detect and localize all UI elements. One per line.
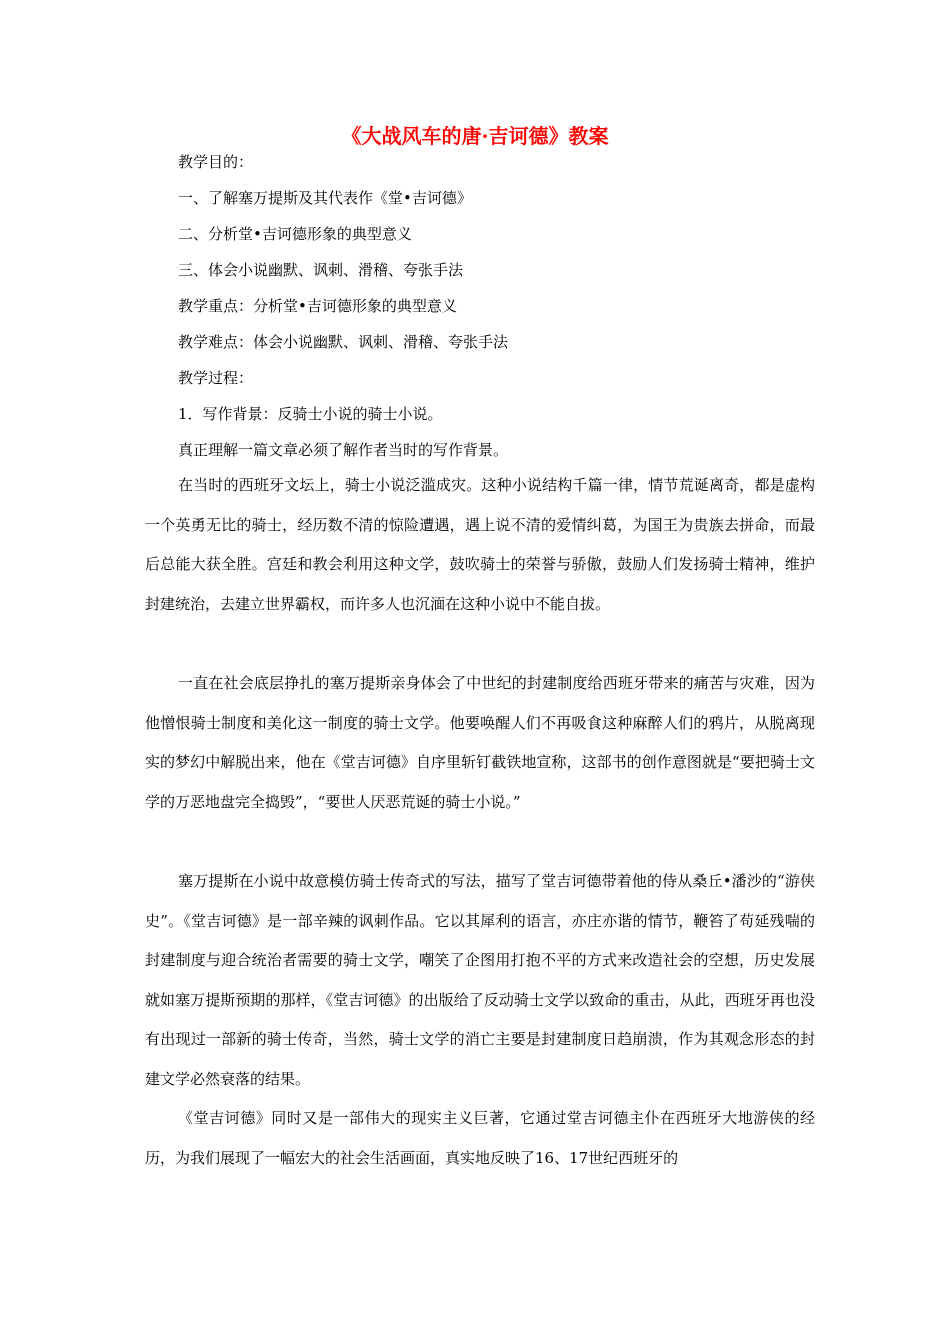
key-point: 教学重点：分析堂•吉诃德形象的典型意义 bbox=[178, 297, 457, 315]
paragraph-satire: 塞万提斯在小说中故意模仿骑士传奇式的写法，描写了堂吉诃德带着他的侍从桑丘•潘沙的“游侠史”。《堂吉诃德》是一部辛辣的讽刺作品。它以其犀利的语言，亦庄亦谐的情节，鞭笞了苟延残喘的封建制度与迎合统治者需要的骑士文学，嘲笑了企图用打抱不平的方式来改造社会的空想，历史发展就如塞万提斯预期的那样，《堂吉诃德》的出版给了反动骑士文学以致命的重击，从此，西班牙再也没有出现过一部新的骑士传奇，当然，骑士文学的消亡主要是封建制度日趋崩溃，作为其观念形态的封建文学必然衰落的结果。 bbox=[145, 872, 815, 1088]
objective-3: 三、体会小说幽默、讽刺、滑稽、夸张手法 bbox=[178, 261, 464, 279]
process-heading: 教学过程： bbox=[178, 369, 254, 387]
paragraph-cervantes: 一直在社会底层挣扎的塞万提斯亲身体会了中世纪的封建制度给西班牙带来的痛苦与灾难，因为他憎恨骑士制度和美化这一制度的骑士文学。他要唤醒人们不再吸食这种麻醉人们的鸦片，从脱离现实的梦幻中解脱出来，他在《堂吉诃德》自序里斩钉截铁地宣称，这部书的创作意图就是“要把骑士文学的万恶地盘完全捣毁”，“要世人厌恶荒诞的骑士小说。” bbox=[145, 674, 815, 811]
objective-2: 二、分析堂•吉诃德形象的典型意义 bbox=[178, 225, 412, 243]
section-1-intro: 真正理解一篇文章必须了解作者当时的写作背景。 bbox=[178, 441, 509, 459]
paragraph-realism: 《堂吉诃德》同时又是一部伟大的现实主义巨著，它通过堂吉诃德主仆在西班牙大地游侠的经历，为我们展现了一幅宏大的社会生活画面，真实地反映了16、17世纪西班牙的 bbox=[145, 1109, 815, 1167]
paragraph-background: 在当时的西班牙文坛上，骑士小说泛滥成灾。这种小说结构千篇一律，情节荒诞离奇，都是虚构一个英勇无比的骑士，经历数不清的惊险遭遇，遇上说不清的爱情纠葛，为国王为贵族去拼命，而最后总能大获全胜。宫廷和教会利用这种文学，鼓吹骑士的荣誉与骄傲，鼓励人们发扬骑士精神，维护封建统治，去建立世界霸权，而许多人也沉湎在这种小说中不能自拔。 bbox=[145, 476, 815, 613]
objectives-heading: 教学目的： bbox=[178, 153, 254, 171]
objective-1: 一、了解塞万提斯及其代表作《堂•吉诃德》 bbox=[178, 189, 472, 207]
difficult-point: 教学难点：体会小说幽默、讽刺、滑稽、夸张手法 bbox=[178, 333, 509, 351]
section-1-heading: 1．写作背景：反骑士小说的骑士小说。 bbox=[178, 405, 443, 423]
document-title: 《大战风车的唐·吉诃德》教案 bbox=[341, 124, 609, 148]
